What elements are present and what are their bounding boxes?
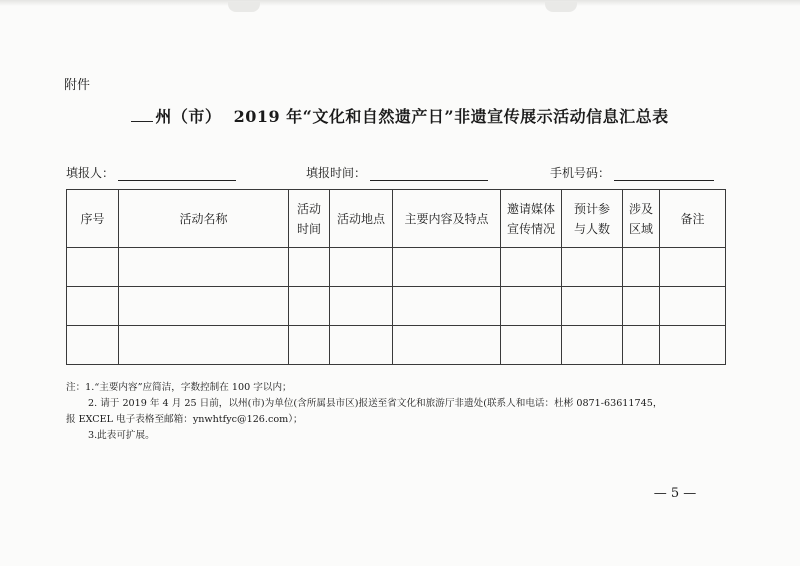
notes-section [66, 380, 746, 444]
table-cell[interactable] [119, 248, 289, 287]
note-line-1: 注：1.“主要内容”应简洁，字数控制在 100 字以内； [66, 382, 292, 393]
summary-table [66, 189, 726, 365]
table-cell[interactable] [289, 326, 330, 365]
header-expected-participants: 预计参 与人数 [562, 190, 623, 248]
table-cell[interactable] [393, 287, 501, 326]
reporter-label: 填报人： [66, 166, 115, 180]
table-cell[interactable] [623, 287, 660, 326]
header-activity-location: 活动地点 [330, 190, 393, 248]
note-line-4: 3.此表可扩展。 [88, 430, 155, 441]
table-cell[interactable] [330, 287, 393, 326]
header-activity-name: 活动名称 [119, 190, 289, 248]
header-media-publicity: 邀请媒体 宣传情况 [501, 190, 562, 248]
table-cell[interactable] [119, 326, 289, 365]
table-cell[interactable] [660, 248, 726, 287]
table-cell[interactable] [501, 248, 562, 287]
header-activity-time: 活动 时间 [289, 190, 330, 248]
table-cell[interactable] [330, 326, 393, 365]
attachment-label: 附件 [64, 78, 91, 93]
table-row [67, 248, 726, 287]
table-row [67, 287, 726, 326]
title-rest: 年“文化和自然遗产日”非遗宣传展示活动信息汇总表 [286, 107, 669, 126]
note-line-3: 报 EXCEL 电子表格至邮箱：ynwhtfyc@126.com）； [66, 414, 303, 425]
reporter-blank[interactable] [118, 166, 236, 181]
page-number: — 5 — [653, 486, 697, 501]
table-cell[interactable] [393, 326, 501, 365]
phone-blank[interactable] [614, 166, 714, 181]
table-cell[interactable] [67, 248, 119, 287]
header-main-content: 主要内容及特点 [393, 190, 501, 248]
header-remarks: 备注 [660, 190, 726, 248]
report-time-label: 填报时间： [306, 166, 367, 180]
table-cell[interactable] [289, 287, 330, 326]
table-cell[interactable] [67, 287, 119, 326]
table-cell[interactable] [119, 287, 289, 326]
table-cell[interactable] [562, 248, 623, 287]
table-cell[interactable] [330, 248, 393, 287]
table-row [67, 326, 726, 365]
table-cell[interactable] [623, 326, 660, 365]
table-cell[interactable] [501, 287, 562, 326]
table-cell[interactable] [562, 287, 623, 326]
document-title [60, 104, 740, 127]
table-cell[interactable] [289, 248, 330, 287]
header-serial: 序号 [67, 190, 119, 248]
title-year: 2019 [233, 107, 281, 126]
table-cell[interactable] [393, 248, 501, 287]
report-time-field [306, 164, 488, 181]
binding-hole-right [545, 2, 577, 12]
table-cell[interactable] [660, 326, 726, 365]
table-cell[interactable] [660, 287, 726, 326]
fill-in-row [66, 164, 726, 182]
phone-label: 手机号码： [550, 166, 611, 180]
title-prefix: 州（市） [155, 107, 222, 126]
table-cell[interactable] [501, 326, 562, 365]
scan-edge [0, 0, 800, 6]
report-time-blank[interactable] [370, 166, 488, 181]
table-cell[interactable] [67, 326, 119, 365]
header-region: 涉及 区域 [623, 190, 660, 248]
table-header-row [67, 190, 726, 248]
binding-hole-left [228, 2, 260, 12]
reporter-field [66, 164, 236, 181]
table-cell[interactable] [623, 248, 660, 287]
note-line-2: 2. 请于 2019 年 4 月 25 日前，以州(市)为单位(含所属县市区)报送至省文化和旅游厅非遗处(联系人和电话：杜彬 0871-63611745， [88, 398, 663, 409]
title-blank-line [131, 107, 153, 122]
phone-field [550, 164, 714, 181]
table-cell[interactable] [562, 326, 623, 365]
